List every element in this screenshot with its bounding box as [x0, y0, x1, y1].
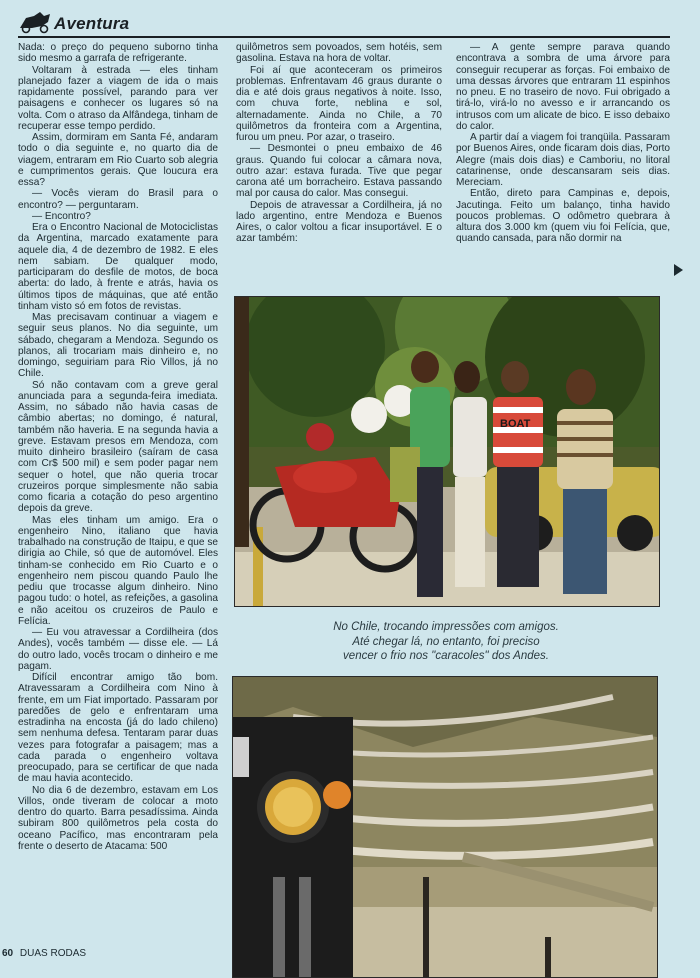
- motorcycle-rider-icon: [18, 10, 52, 34]
- text-column-1: [18, 42, 218, 942]
- page-header: [18, 8, 670, 38]
- paragraph: Voltaram à estrada — eles tinham planejado fazer a viagem de ida o mais rapidamente possível, parando para ver paisagens e conhecer os lugares só na volta. Com o atraso da Alfândega, tinham de recuperar esse tempo perdido.: [18, 64, 218, 132]
- header-rule: [18, 36, 670, 38]
- text-column-3: [456, 42, 670, 282]
- page-footer: [2, 948, 86, 959]
- continue-arrow-icon: [674, 264, 683, 276]
- paragraph: — Vocês vieram do Brasil para o encontro? — perguntaram.: [18, 188, 218, 211]
- paragraph: Nada: o preço do pequeno suborno tinha sido mesmo a garrafa de refrigerante.: [18, 42, 218, 65]
- paragraph: Então, direto para Campinas e, depois, Jacutinga. Feito um balanço, tinha havido poucos problemas. O odômetro quebrara à altura dos 3.000 km (quem viu foi Felícia, que, quando cansada, para não dormir na: [456, 188, 670, 245]
- paragraph: Depois de atravessar a Cordilheira, já no lado argentino, entre Mendoza e Buenos Aires, o calor voltou a ficar insuportável. E o azar também:: [236, 199, 442, 245]
- caption-line: vencer o frio nos "caracoles" dos Andes.: [343, 650, 549, 662]
- caption-line: Até chegar lá, no entanto, foi preciso: [352, 635, 540, 648]
- shirt-print: BOAT: [500, 418, 531, 430]
- paragraph: — Desmontei o pneu embaixo de 46 graus. Quando fui colocar a câmara nova, outro azar: estava furada. Tive que pegar carona até um borracheiro. Estava passando mal por causa do calor. Mas consegui.: [236, 143, 442, 200]
- paragraph: Só não contavam com a greve geral anunciada para a segunda-feira imediata. Assim, no sábado não havia casas de câmbio abertas; no domingo, é natural, também não haveria. E na segunda havia a greve. Estavam presos em Mendoza, com muito dinheiro brasileiro (saíram de casa com Cr$ 500 mil) e sem poder pagar nem sequer o hotel, que não queria trocar cruzeiros porque simplesmente não sabia como ficaria a cotação do peso argentino depois da greve.: [18, 379, 218, 515]
- magazine-name: DUAS RODAS: [19, 948, 87, 959]
- paragraph: A partir daí a viagem foi tranqüila. Passaram por Buenos Aires, onde ficaram dois dias, Porto Alegre (mais dois dias) e Camboriu, no litoral catarinense, onde descansaram seis dias. Mereciam.: [456, 132, 670, 188]
- paragraph: Mas precisavam continuar a viagem e seguir seus planos. No dia seguinte, um sábado, chegaram a Mendoza. Segundo os planos, ali trocariam mais dinheiro e, no domingo, seguiriam para Rio Villos, já no Chile.: [18, 312, 218, 380]
- caption-line: No Chile, trocando impressões com amigos.: [333, 621, 559, 633]
- photo-andes-caracoles: [232, 676, 658, 978]
- paragraph: quilômetros sem povoados, sem hotéis, sem gasolina. Estava na hora de voltar.: [236, 42, 442, 65]
- photo-caption: [236, 620, 656, 664]
- text-column-2: [236, 42, 442, 282]
- paragraph: — Eu vou atravessar a Cordilheira (dos Andes), vocês também — disse ele. — Lá do outro lado, vocês trocam o dinheiro e me pagam.: [18, 627, 218, 672]
- paragraph: Mas eles tinham um amigo. Era o engenheiro Nino, italiano que havia trabalhado na construção de Itaipu, e que se dirigia ao Chile, só que de automóvel. Eles tinham-se conhecido em Rio Cuarto e o engenheiro nem piscou quando Paulo lhe pediu que trocasse algum dinheiro. Nino pagou tudo: o hotel, as refeições, a gasolina e não aceitou os cruzeiros de Paulo e Felícia.: [18, 514, 218, 627]
- paragraph: — A gente sempre parava quando encontrava a sombra de uma árvore para conseguir recuperar as forças. Foi embaixo de uma dessas árvores que entraram 11 espinhos no pneu. E no traseiro de novo. Fui obrigado a tirá-lo, virá-lo no avesso e ir arrancando os intrusos com um alicate de bico. E isso debaixo do calor.: [456, 42, 670, 132]
- page-number: 60: [2, 948, 14, 959]
- paragraph: Foi aí que aconteceram os primeiros problemas. Enfrentavam 46 graus durante o dia e até dois graus negativos à noite. Isso, com chuva forte, neblina e sol, alternadamente. Ainda no Chile, a 70 quilômetros da fronteira com a Argentina, furou um pneu. Por azar, o traseiro.: [236, 64, 442, 143]
- photo-friends-chile: [234, 296, 660, 607]
- section-title: Aventura: [54, 14, 130, 33]
- paragraph: Era o Encontro Nacional de Motociclistas da Argentina, marcado exatamente para aquele dia, 4 de dezembro de 1982. E eles nem sabiam. De qualquer modo, participaram do desfile de motos, de boca aberta: do lado, à frente e atrás, havia os últimos tipos de máquinas, que até então tinham visto só em fotos de revistas.: [18, 222, 218, 312]
- paragraph: — Encontro?: [32, 210, 91, 222]
- paragraph: No dia 6 de dezembro, estavam em Los Villos, onde tiveram de colocar a moto dentro do quarto. Barra pesadíssima. Ainda subiram 800 quilômetros pela costa do oceano Pacífico, mas encontraram pela frente o deserto de Atacama: 500: [18, 784, 218, 852]
- paragraph: Difícil encontrar amigo tão bom. Atravessaram a Cordilheira com Nino à frente, em um Fiat importado. Passaram por paredões de gelo e enfrentaram uma estradinha na encosta (já do lado chileno) sem nenhuma defesa. Tentaram parar duas vezes para fotografar a paisagem; mas a cada parada o engenheiro voltava preocupado, para se certificar de que nada de mau havia acontecido.: [18, 672, 218, 785]
- paragraph: Assim, dormiram em Santa Fé, andaram todo o dia seguinte e, no quarto dia de viagem, entraram em Rio Cuarto sob alegria e cumprimentos gerais. Que loucura era essa?: [18, 132, 218, 188]
